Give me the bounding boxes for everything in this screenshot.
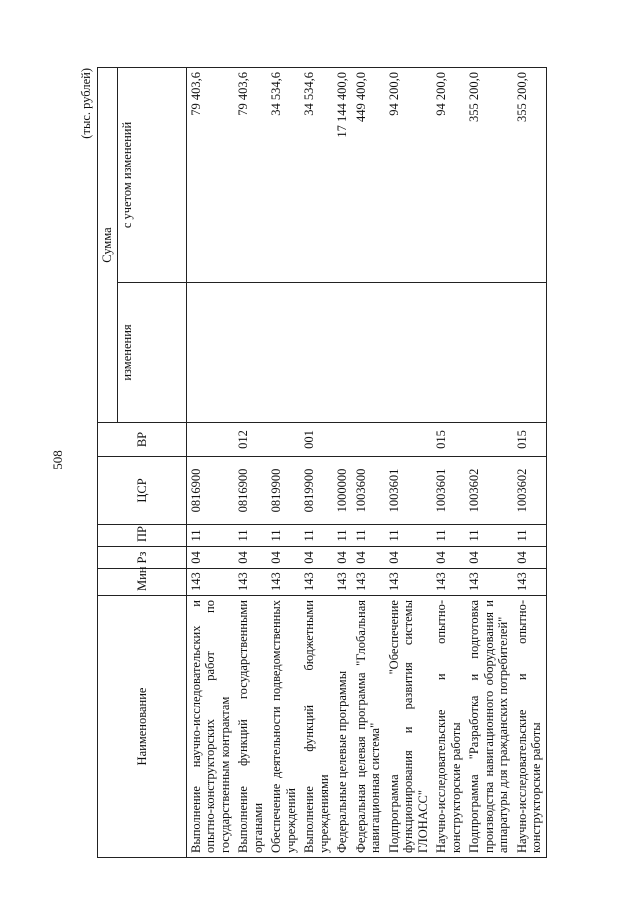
cell-pr: 11 [267,525,300,547]
units-note: (тыс. рублей) [79,68,93,139]
cell-csr: 1003601 [385,457,433,525]
header-changes: изменения [117,283,186,423]
cell-with-changes: 355 200,0 [513,68,547,283]
cell-csr: 1003602 [513,457,547,525]
table-row [267,68,300,858]
cell-pr: 11 [333,525,352,547]
cell-vr [267,423,300,457]
cell-rz: 04 [300,547,333,569]
cell-csr: 0816900 [234,457,267,525]
cell-csr: 1003600 [352,457,385,525]
cell-min: 143 [432,569,465,596]
table-row [465,68,513,858]
cell-csr: 1003601 [432,457,465,525]
cell-csr: 0819900 [300,457,333,525]
cell-name: Обеспечение деятельности подведомственных учреждений [267,596,300,858]
cell-name: Научно-исследовательские и опытно-конструкторские работы [513,596,547,858]
cell-csr: 1003602 [465,457,513,525]
cell-name: Научно-исследовательские и опытно-конструкторские работы [432,596,465,858]
cell-changes [352,283,385,423]
cell-pr: 11 [234,525,267,547]
cell-name: Выполнение научно-исследовательских и опытно-конструкторских работ по государственным контрактам [186,596,234,858]
page-number: 508 [50,450,65,470]
table-row [352,68,385,858]
cell-name: Федеральные целевые программы [333,596,352,858]
cell-csr: 0819900 [267,457,300,525]
cell-pr: 11 [300,525,333,547]
cell-changes [234,283,267,423]
cell-csr: 0816900 [186,457,234,525]
table-row [513,68,547,858]
header-csr: ЦСР [98,457,187,525]
cell-with-changes: 34 534,6 [300,68,333,283]
cell-with-changes: 94 200,0 [385,68,433,283]
cell-vr: 012 [234,423,267,457]
cell-rz: 04 [186,547,234,569]
cell-with-changes: 79 403,6 [234,68,267,283]
cell-min: 143 [234,569,267,596]
cell-vr [465,423,513,457]
header-vr: ВР [98,423,187,457]
cell-changes [300,283,333,423]
budget-table [97,67,547,858]
cell-pr: 11 [385,525,433,547]
cell-pr: 11 [513,525,547,547]
cell-with-changes: 449 400,0 [352,68,385,283]
cell-with-changes: 34 534,6 [267,68,300,283]
cell-with-changes: 94 200,0 [432,68,465,283]
cell-pr: 11 [465,525,513,547]
cell-rz: 04 [465,547,513,569]
header-row [98,68,118,858]
cell-with-changes: 355 200,0 [465,68,513,283]
cell-min: 143 [186,569,234,596]
header-pr: ПР [98,525,187,547]
cell-pr: 11 [352,525,385,547]
header-sum: Сумма [98,68,118,423]
cell-min: 143 [513,569,547,596]
cell-name: Выполнение функций бюджетными учреждениями [300,596,333,858]
cell-changes [333,283,352,423]
cell-rz: 04 [333,547,352,569]
cell-name: Подпрограмма "Обеспечение функционирования и развития системы ГЛОНАСС" [385,596,433,858]
rotated-page-content [79,68,557,858]
cell-vr [352,423,385,457]
cell-name: Федеральная целевая программа "Глобальная навигационная система" [352,596,385,858]
table-row [432,68,465,858]
cell-vr [385,423,433,457]
cell-changes [385,283,433,423]
cell-min: 143 [300,569,333,596]
cell-vr [333,423,352,457]
cell-min: 143 [385,569,433,596]
cell-with-changes: 17 144 400,0 [333,68,352,283]
cell-csr: 1000000 [333,457,352,525]
table-row [300,68,333,858]
cell-changes [186,283,234,423]
cell-changes [513,283,547,423]
cell-min: 143 [465,569,513,596]
cell-rz: 04 [385,547,433,569]
table-row [234,68,267,858]
cell-pr: 11 [432,525,465,547]
cell-vr: 001 [300,423,333,457]
cell-changes [465,283,513,423]
cell-vr [186,423,234,457]
cell-min: 143 [352,569,385,596]
cell-min: 143 [267,569,300,596]
cell-rz: 04 [234,547,267,569]
cell-vr: 015 [513,423,547,457]
table-body [186,68,546,858]
cell-rz: 04 [352,547,385,569]
cell-rz: 04 [513,547,547,569]
cell-name: Выполнение функций государственными органами [234,596,267,858]
cell-rz: 04 [267,547,300,569]
header-name: Наименование [98,596,187,858]
cell-vr: 015 [432,423,465,457]
header-with-changes: с учетом изменений [117,68,186,283]
table-row [385,68,433,858]
table-row [186,68,234,858]
header-rz: Рз [98,547,187,569]
cell-min: 143 [333,569,352,596]
cell-rz: 04 [432,547,465,569]
cell-changes [267,283,300,423]
cell-pr: 11 [186,525,234,547]
cell-name: Подпрограмма "Разработка и подготовка производства навигационного оборудования и аппаратуры для гражданских потребителей" [465,596,513,858]
header-min: Мин [98,569,187,596]
cell-with-changes: 79 403,6 [186,68,234,283]
table-row [333,68,352,858]
cell-changes [432,283,465,423]
